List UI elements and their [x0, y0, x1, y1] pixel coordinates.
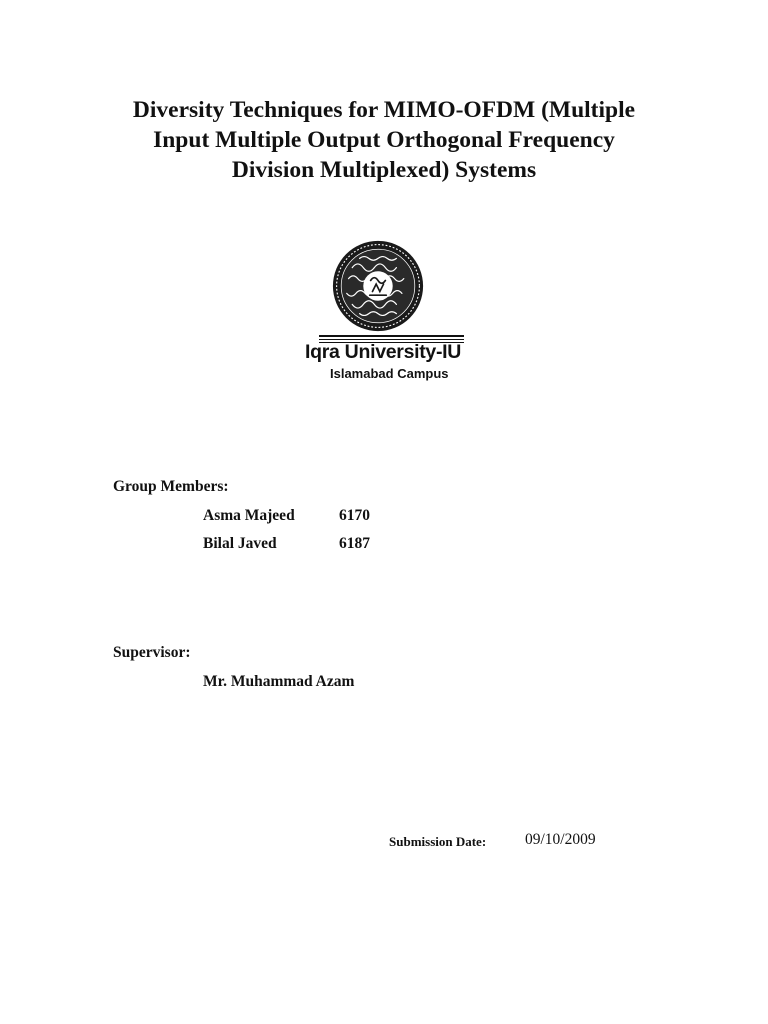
- submission-date-value: 09/10/2009: [525, 831, 596, 848]
- supervisor-name: Mr. Muhammad Azam: [203, 673, 355, 690]
- university-logo: [300, 240, 470, 385]
- university-seal-icon: [332, 240, 424, 332]
- submission-date-label: Submission Date:: [389, 834, 487, 849]
- member-id: 6170: [339, 507, 370, 524]
- logo-rule: [319, 335, 464, 337]
- title-line-2: Input Multiple Output Orthogonal Frequency: [153, 127, 615, 153]
- group-members-heading: Group Members:: [113, 478, 229, 495]
- member-name: Asma Majeed: [203, 507, 295, 524]
- document-title: [64, 95, 704, 185]
- member-id: 6187: [339, 535, 370, 552]
- title-line-3: Division Multiplexed) Systems: [231, 157, 537, 183]
- supervisor-heading: Supervisor:: [113, 644, 191, 661]
- title-line-1: Diversity Techniques for MIMO-OFDM (Multiple: [132, 97, 636, 123]
- member-name: Bilal Javed: [203, 535, 277, 552]
- university-name: Iqra University-IU: [305, 341, 462, 363]
- logo-rule: [319, 339, 464, 340]
- campus-name: Islamabad Campus: [330, 366, 449, 381]
